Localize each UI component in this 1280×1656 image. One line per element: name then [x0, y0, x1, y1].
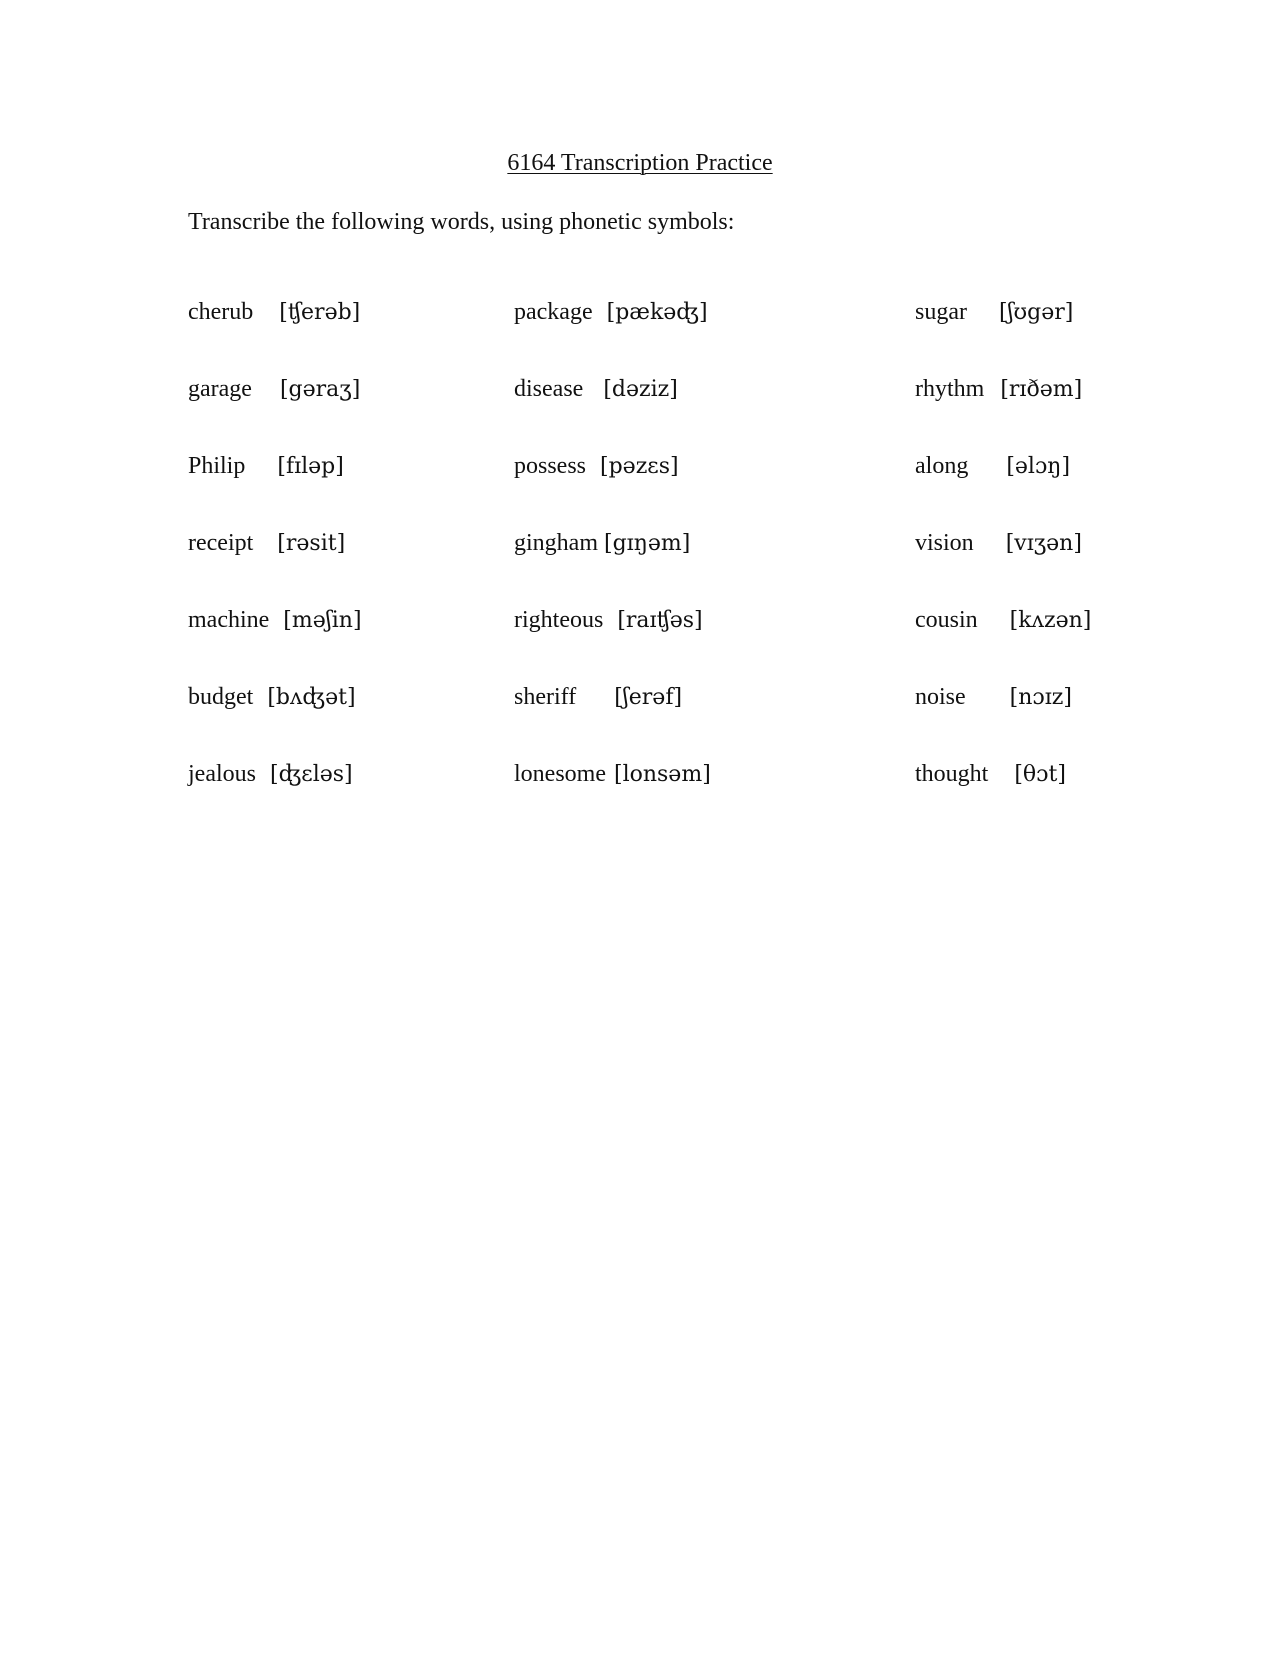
word-entry: [188, 374, 360, 405]
word-text: package: [514, 299, 593, 325]
word-entry: [514, 605, 703, 636]
word-text: garage: [188, 376, 252, 402]
word-text: rhythm: [915, 376, 985, 402]
word-entry: [514, 759, 711, 790]
phonetic-transcription: [bʌʤət]: [267, 685, 356, 710]
word-entry: [915, 451, 1070, 482]
phonetic-transcription: [vɪʒən]: [1005, 531, 1082, 556]
document-title-text: 6164 Transcription Practice: [507, 150, 773, 176]
phonetic-transcription: [rəsit]: [277, 531, 346, 556]
phonetic-transcription: [məʃin]: [283, 608, 362, 633]
word-entry: [514, 297, 708, 328]
phonetic-transcription: [θɔt]: [1014, 762, 1066, 787]
word-text: Philip: [188, 453, 246, 479]
word-list: [188, 297, 1188, 836]
word-text: machine: [188, 607, 270, 633]
word-text: along: [915, 453, 969, 479]
phonetic-transcription: [gəraʒ]: [279, 377, 361, 402]
word-entry: [188, 528, 345, 559]
word-text: sheriff: [514, 684, 577, 710]
word-entry: [915, 374, 1082, 405]
document-title: [0, 148, 1280, 178]
phonetic-transcription: [ʤɛləs]: [269, 762, 353, 787]
instructions-text: Transcribe the following words, using phonetic symbols:: [188, 209, 735, 235]
word-entry: [915, 528, 1082, 559]
word-entry: [915, 605, 1091, 636]
word-text: disease: [514, 376, 584, 402]
word-text: receipt: [188, 530, 254, 556]
phonetic-transcription: [ʧerəb]: [279, 300, 361, 325]
phonetic-transcription: [gɪŋəm]: [604, 531, 691, 556]
word-text: cherub: [188, 299, 254, 325]
word-entry: [514, 451, 679, 482]
phonetic-transcription: [nɔɪz]: [1009, 685, 1072, 710]
word-entry: [915, 759, 1066, 790]
word-text: gingham: [514, 530, 598, 556]
word-row: [188, 682, 1188, 759]
word-row: [188, 374, 1188, 451]
word-row: [188, 451, 1188, 528]
word-text: possess: [514, 453, 587, 479]
phonetic-transcription: [lonsəm]: [613, 762, 711, 787]
word-entry: [188, 605, 362, 636]
phonetic-transcription: [pəzɛs]: [600, 454, 679, 479]
word-entry: [188, 759, 353, 790]
word-text: budget: [188, 684, 254, 710]
word-row: [188, 605, 1188, 682]
word-text: sugar: [915, 299, 967, 325]
word-text: noise: [915, 684, 966, 710]
word-text: lonesome: [514, 761, 606, 787]
phonetic-transcription: [dəziz]: [603, 377, 678, 402]
word-entry: [188, 451, 344, 482]
word-entry: [188, 297, 360, 328]
word-text: cousin: [915, 607, 978, 633]
word-text: righteous: [514, 607, 604, 633]
phonetic-transcription: [fɪləp]: [277, 454, 344, 479]
word-entry: [514, 682, 682, 713]
word-row: [188, 759, 1188, 836]
phonetic-transcription: [kʌzən]: [1009, 608, 1092, 633]
word-entry: [915, 682, 1072, 713]
phonetic-transcription: [ʃerəf]: [614, 685, 683, 710]
phonetic-transcription: [rɪðəm]: [1000, 377, 1083, 402]
word-entry: [514, 374, 678, 405]
word-row: [188, 528, 1188, 605]
word-text: thought: [915, 761, 989, 787]
word-text: vision: [915, 530, 974, 556]
phonetic-transcription: [raɪʧəs]: [617, 608, 703, 633]
word-row: [188, 297, 1188, 374]
phonetic-transcription: [əlɔŋ]: [1006, 454, 1071, 479]
word-entry: [915, 297, 1073, 328]
word-entry: [514, 528, 690, 559]
phonetic-transcription: [pækəʤ]: [606, 300, 708, 325]
phonetic-transcription: [ʃʊgər]: [998, 300, 1074, 325]
word-entry: [188, 682, 356, 713]
word-text: jealous: [188, 761, 256, 787]
